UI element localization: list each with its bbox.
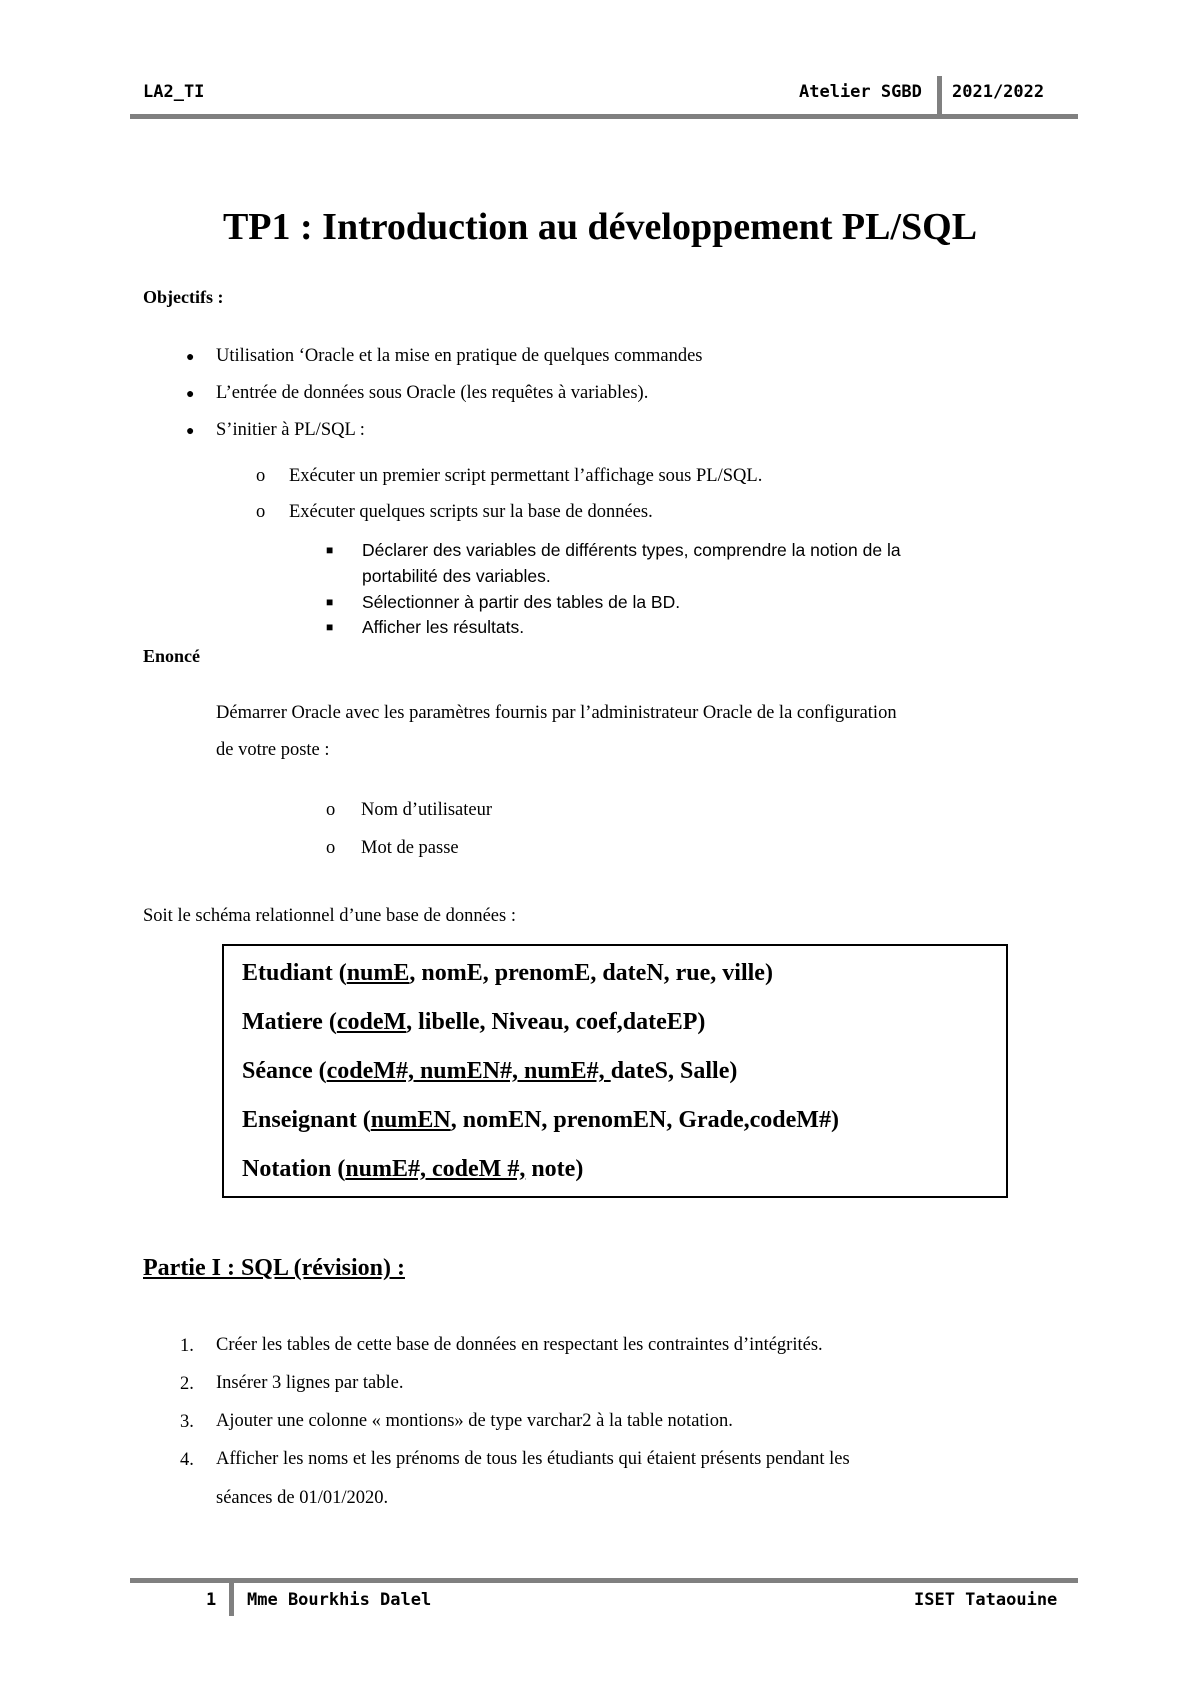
partie1-item: Créer les tables de cette base de données en respectant les contraintes d’intégrités. — [216, 1335, 823, 1355]
page-number: 1 — [206, 1590, 217, 1610]
relation-enseignant: Enseignant (numEN, nomEN, prenomEN, Grade,codeM#) — [242, 1107, 839, 1133]
header-left: LA2_TI — [143, 82, 205, 102]
objectif-sub-sub-item: Déclarer des variables de différents types, comprendre la notion de la — [362, 540, 901, 560]
square-bullet-icon: ■ — [326, 620, 334, 634]
objectifs-label: Objectifs : — [143, 287, 224, 307]
enonce-text: Démarrer Oracle avec les paramètres fournis par l’administrateur Oracle de la configuration — [216, 703, 897, 723]
relation-etudiant: Etudiant (numE, nomE, prenomE, dateN, rue, ville) — [242, 960, 773, 986]
enonce-text: de votre poste : — [216, 740, 330, 760]
objectif-item: S’initier à PL/SQL : — [216, 420, 365, 440]
enonce-label: Enoncé — [143, 646, 201, 666]
footer-separator — [229, 1580, 234, 1616]
objectif-item: L’entrée de données sous Oracle (les requêtes à variables). — [216, 383, 649, 403]
bullet-icon: ● — [186, 350, 195, 365]
circle-bullet-icon: o — [326, 838, 336, 858]
relation-matiere: Matiere (codeM, libelle, Niveau, coef,dateEP) — [242, 1009, 706, 1035]
bullet-icon: ● — [186, 387, 195, 402]
objectif-sub-sub-item: portabilité des variables. — [362, 566, 551, 586]
header-year: 2021/2022 — [952, 82, 1045, 102]
item-number: 2. — [180, 1374, 194, 1394]
square-bullet-icon: ■ — [326, 543, 334, 557]
square-bullet-icon: ■ — [326, 595, 334, 609]
partie1-item: Ajouter une colonne « montions» de type varchar2 à la table notation. — [216, 1411, 733, 1431]
objectif-sub-item: Exécuter quelques scripts sur la base de données. — [289, 502, 653, 522]
page-title: TP1 : Introduction au développement PL/SQL — [222, 206, 978, 248]
schema-intro: Soit le schéma relationnel d’une base de données : — [143, 906, 516, 926]
header-rule — [130, 114, 1078, 119]
enonce-item: Mot de passe — [361, 838, 459, 858]
partie1-title: Partie I : SQL (révision) : — [143, 1255, 405, 1281]
partie1-item: Insérer 3 lignes par table. — [216, 1373, 404, 1393]
objectif-sub-item: Exécuter un premier script permettant l’affichage sous PL/SQL. — [289, 466, 763, 486]
circle-bullet-icon: o — [256, 466, 266, 486]
bullet-icon: ● — [186, 424, 195, 439]
objectif-sub-sub-item: Afficher les résultats. — [362, 617, 525, 637]
relation-notation: Notation (numE#, codeM #, note) — [242, 1156, 584, 1182]
partie1-item: Afficher les noms et les prénoms de tous les étudiants qui étaient présents pendant les — [216, 1449, 850, 1469]
footer-institution: ISET Tataouine — [914, 1590, 1058, 1610]
partie1-item-cont: séances de 01/01/2020. — [216, 1488, 389, 1508]
footer-author: Mme Bourkhis Dalel — [247, 1590, 432, 1610]
footer-rule — [130, 1578, 1078, 1583]
objectif-sub-sub-item: Sélectionner à partir des tables de la BD. — [362, 592, 681, 612]
schema-box — [222, 944, 1008, 1198]
header-course: Atelier SGBD — [799, 82, 922, 102]
item-number: 3. — [180, 1412, 194, 1432]
objectif-item: Utilisation ‘Oracle et la mise en pratique de quelques commandes — [216, 346, 703, 366]
item-number: 4. — [180, 1450, 194, 1470]
header-separator — [937, 76, 942, 116]
circle-bullet-icon: o — [326, 800, 336, 820]
enonce-item: Nom d’utilisateur — [361, 800, 493, 820]
circle-bullet-icon: o — [256, 502, 266, 522]
relation-seance: Séance (codeM#, numEN#, numE#, dateS, Salle) — [242, 1058, 738, 1084]
item-number: 1. — [180, 1336, 194, 1356]
